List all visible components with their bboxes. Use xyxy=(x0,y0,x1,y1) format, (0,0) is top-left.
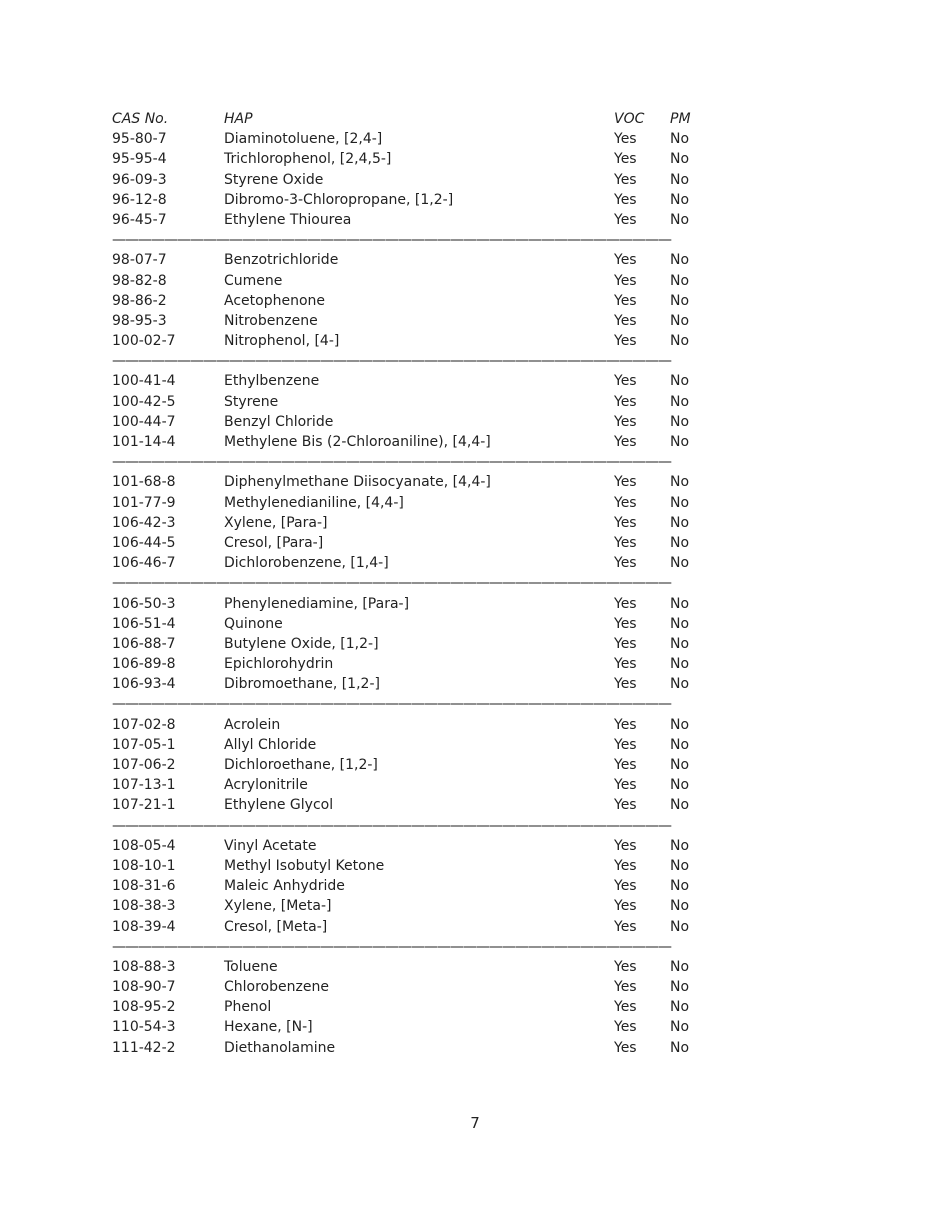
cell-voc: Yes xyxy=(614,736,637,753)
cell-pm: No xyxy=(670,777,690,794)
cell-cas: 106-89-8 xyxy=(112,656,176,673)
table-body xyxy=(112,129,732,1058)
cell-cas: 100-41-4 xyxy=(112,373,176,390)
table-row xyxy=(112,735,732,755)
cell-hap: Chlorobenzene xyxy=(224,979,329,996)
cell-cas: 96-45-7 xyxy=(112,211,167,228)
cell-hap: Methyl Isobutyl Ketone xyxy=(224,857,385,874)
cell-pm: No xyxy=(670,191,690,208)
cell-cas: 107-21-1 xyxy=(112,797,176,814)
table-row xyxy=(112,715,732,735)
table-row xyxy=(112,190,732,210)
cell-cas: 98-07-7 xyxy=(112,252,167,269)
cell-cas: 106-46-7 xyxy=(112,555,176,572)
group-separator: ——————————————————————————————————————————— xyxy=(112,696,671,713)
table-row xyxy=(112,755,732,775)
table-row xyxy=(112,412,732,432)
cell-voc: Yes xyxy=(614,312,637,329)
table-row xyxy=(112,250,732,270)
table-row xyxy=(112,311,732,331)
cell-voc: Yes xyxy=(614,1019,637,1036)
cell-hap: Methylenedianiline, [4,4-] xyxy=(224,494,404,511)
cell-pm: No xyxy=(670,292,690,309)
cell-pm: No xyxy=(670,797,690,814)
cell-hap: Butylene Oxide, [1,2-] xyxy=(224,635,379,652)
cell-hap: Hexane, [N-] xyxy=(224,1019,313,1036)
cell-voc: Yes xyxy=(614,514,637,531)
cell-cas: 95-80-7 xyxy=(112,131,167,148)
cell-cas: 106-42-3 xyxy=(112,514,176,531)
table-row xyxy=(112,977,732,997)
cell-hap: Ethylbenzene xyxy=(224,373,320,390)
cell-voc: Yes xyxy=(614,716,637,733)
table-row xyxy=(112,553,732,573)
cell-pm: No xyxy=(670,393,690,410)
table-row xyxy=(112,170,732,190)
cell-voc: Yes xyxy=(614,595,637,612)
cell-hap: Maleic Anhydride xyxy=(224,878,345,895)
table-row xyxy=(112,896,732,916)
cell-hap: Diphenylmethane Diisocyanate, [4,4-] xyxy=(224,474,491,491)
cell-pm: No xyxy=(670,1019,690,1036)
cell-hap: Toluene xyxy=(224,958,278,975)
cell-cas: 98-86-2 xyxy=(112,292,167,309)
table-row xyxy=(112,432,732,452)
cell-cas: 108-10-1 xyxy=(112,857,176,874)
cell-pm: No xyxy=(670,514,690,531)
cell-pm: No xyxy=(670,656,690,673)
group-separator: ——————————————————————————————————————————— xyxy=(112,817,671,834)
cell-pm: No xyxy=(670,272,690,289)
cell-hap: Xylene, [Meta-] xyxy=(224,898,332,915)
table-row xyxy=(112,775,732,795)
page-number: 7 xyxy=(470,1114,480,1132)
header-cas: CAS No. xyxy=(112,111,169,127)
group-separator: ——————————————————————————————————————————— xyxy=(112,938,671,955)
cell-pm: No xyxy=(670,837,690,854)
table-row xyxy=(112,513,732,533)
cell-pm: No xyxy=(670,171,690,188)
cell-cas: 110-54-3 xyxy=(112,1019,176,1036)
cell-voc: Yes xyxy=(614,252,637,269)
cell-cas: 111-42-2 xyxy=(112,1039,176,1056)
cell-hap: Diethanolamine xyxy=(224,1039,336,1056)
cell-hap: Epichlorohydrin xyxy=(224,656,334,673)
cell-hap: Ethylene Thiourea xyxy=(224,211,352,228)
table-row xyxy=(112,371,732,391)
cell-cas: 101-14-4 xyxy=(112,434,176,450)
cell-hap: Phenylenediamine, [Para-] xyxy=(224,595,410,612)
cell-pm: No xyxy=(670,918,690,935)
cell-hap: Dibromo-3-Chloropropane, [1,2-] xyxy=(224,191,454,208)
cell-hap: Xylene, [Para-] xyxy=(224,514,328,531)
cell-voc: Yes xyxy=(614,635,637,652)
cell-cas: 108-31-6 xyxy=(112,878,176,895)
cell-cas: 106-44-5 xyxy=(112,534,176,551)
cell-cas: 96-12-8 xyxy=(112,191,167,208)
cell-pm: No xyxy=(670,999,690,1016)
cell-voc: Yes xyxy=(614,615,637,632)
cell-voc: Yes xyxy=(614,151,637,168)
cell-hap: Methylene Bis (2-Chloroaniline), [4,4-] xyxy=(224,434,491,450)
cell-voc: Yes xyxy=(614,999,637,1016)
cell-cas: 107-06-2 xyxy=(112,757,176,773)
table-row xyxy=(112,533,732,553)
cell-pm: No xyxy=(670,494,690,511)
cell-voc: Yes xyxy=(614,373,637,390)
cell-hap: Nitrobenzene xyxy=(224,312,318,329)
cell-pm: No xyxy=(670,555,690,572)
cell-hap: Benzotrichloride xyxy=(224,252,339,269)
cell-pm: No xyxy=(670,595,690,612)
cell-pm: No xyxy=(670,736,690,753)
cell-voc: Yes xyxy=(614,857,637,874)
cell-voc: Yes xyxy=(614,272,637,289)
cell-cas: 100-44-7 xyxy=(112,413,176,430)
cell-pm: No xyxy=(670,211,690,228)
cell-voc: Yes xyxy=(614,676,637,693)
cell-pm: No xyxy=(670,716,690,733)
cell-voc: Yes xyxy=(614,898,637,915)
header-pm: PM xyxy=(670,111,691,127)
cell-hap: Cresol, [Para-] xyxy=(224,534,324,551)
table-header xyxy=(112,109,732,129)
header-hap: HAP xyxy=(224,111,253,127)
cell-cas: 106-51-4 xyxy=(112,615,176,632)
table-row xyxy=(112,795,732,815)
cell-pm: No xyxy=(670,474,690,491)
cell-voc: Yes xyxy=(614,292,637,309)
cell-pm: No xyxy=(670,534,690,551)
cell-pm: No xyxy=(670,958,690,975)
cell-cas: 100-02-7 xyxy=(112,333,176,350)
cell-voc: Yes xyxy=(614,757,637,773)
cell-pm: No xyxy=(670,333,690,350)
cell-hap: Cresol, [Meta-] xyxy=(224,918,328,935)
cell-cas: 108-88-3 xyxy=(112,958,176,975)
cell-voc: Yes xyxy=(614,534,637,551)
cell-pm: No xyxy=(670,312,690,329)
table-row xyxy=(112,997,732,1017)
cell-hap: Acrolein xyxy=(224,716,281,733)
cell-cas: 106-50-3 xyxy=(112,595,176,612)
cell-cas: 96-09-3 xyxy=(112,171,167,188)
cell-cas: 106-93-4 xyxy=(112,676,176,693)
cell-pm: No xyxy=(670,757,690,773)
cell-voc: Yes xyxy=(614,837,637,854)
cell-cas: 108-90-7 xyxy=(112,979,176,996)
cell-voc: Yes xyxy=(614,333,637,350)
cell-pm: No xyxy=(670,979,690,996)
table-row xyxy=(112,634,732,654)
cell-pm: No xyxy=(670,615,690,632)
table-row xyxy=(112,1017,732,1037)
cell-cas: 101-77-9 xyxy=(112,494,176,511)
cell-voc: Yes xyxy=(614,434,637,450)
table-row xyxy=(112,210,732,230)
cell-hap: Phenol xyxy=(224,999,272,1016)
table-row xyxy=(112,674,732,694)
group-separator: ——————————————————————————————————————————— xyxy=(112,232,671,249)
cell-hap: Acrylonitrile xyxy=(224,777,308,794)
cell-hap: Vinyl Acetate xyxy=(224,837,317,854)
cell-cas: 107-13-1 xyxy=(112,777,176,794)
cell-hap: Dibromoethane, [1,2-] xyxy=(224,676,380,693)
cell-pm: No xyxy=(670,1039,690,1056)
table-row xyxy=(112,149,732,169)
table-row xyxy=(112,472,732,492)
cell-pm: No xyxy=(670,857,690,874)
table-row xyxy=(112,654,732,674)
table-row xyxy=(112,1038,732,1058)
cell-voc: Yes xyxy=(614,918,637,935)
cell-cas: 95-95-4 xyxy=(112,151,167,168)
group-separator: ——————————————————————————————————————————— xyxy=(112,353,671,370)
table-row xyxy=(112,836,732,856)
cell-pm: No xyxy=(670,878,690,895)
cell-voc: Yes xyxy=(614,494,637,511)
cell-voc: Yes xyxy=(614,797,637,814)
cell-hap: Dichlorobenzene, [1,4-] xyxy=(224,555,389,572)
cell-cas: 108-38-3 xyxy=(112,898,176,915)
group-separator: ——————————————————————————————————————————— xyxy=(112,454,671,471)
cell-voc: Yes xyxy=(614,393,637,410)
cell-hap: Styrene xyxy=(224,393,279,410)
table-row xyxy=(112,493,732,513)
cell-voc: Yes xyxy=(614,979,637,996)
table-row xyxy=(112,957,732,977)
table-row xyxy=(112,856,732,876)
cell-voc: Yes xyxy=(614,211,637,228)
table-row xyxy=(112,594,732,614)
cell-voc: Yes xyxy=(614,878,637,895)
cell-cas: 101-68-8 xyxy=(112,474,176,491)
cell-cas: 98-95-3 xyxy=(112,312,167,329)
cell-cas: 100-42-5 xyxy=(112,393,176,410)
cell-cas: 98-82-8 xyxy=(112,272,167,289)
cell-voc: Yes xyxy=(614,656,637,673)
header-voc: VOC xyxy=(614,111,645,127)
cell-voc: Yes xyxy=(614,131,637,148)
cell-pm: No xyxy=(670,151,690,168)
cell-hap: Quinone xyxy=(224,615,283,632)
cell-voc: Yes xyxy=(614,191,637,208)
cell-cas: 108-95-2 xyxy=(112,999,176,1016)
table-row xyxy=(112,271,732,291)
cell-cas: 108-39-4 xyxy=(112,918,176,935)
cell-hap: Nitrophenol, [4-] xyxy=(224,333,340,350)
cell-voc: Yes xyxy=(614,777,637,794)
cell-hap: Dichloroethane, [1,2-] xyxy=(224,757,378,773)
cell-pm: No xyxy=(670,131,690,148)
cell-voc: Yes xyxy=(614,171,637,188)
table-row xyxy=(112,876,732,896)
table-row xyxy=(112,129,732,149)
cell-voc: Yes xyxy=(614,555,637,572)
hap-table xyxy=(112,109,732,1058)
cell-pm: No xyxy=(670,413,690,430)
cell-hap: Acetophenone xyxy=(224,292,325,309)
table-row xyxy=(112,291,732,311)
cell-pm: No xyxy=(670,373,690,390)
cell-voc: Yes xyxy=(614,413,637,430)
cell-cas: 106-88-7 xyxy=(112,635,176,652)
table-row xyxy=(112,917,732,937)
cell-voc: Yes xyxy=(614,474,637,491)
cell-hap: Diaminotoluene, [2,4-] xyxy=(224,131,383,148)
cell-pm: No xyxy=(670,635,690,652)
cell-pm: No xyxy=(670,898,690,915)
cell-pm: No xyxy=(670,434,690,450)
table-row xyxy=(112,614,732,634)
cell-hap: Ethylene Glycol xyxy=(224,797,334,814)
cell-cas: 107-02-8 xyxy=(112,716,176,733)
cell-hap: Cumene xyxy=(224,272,283,289)
cell-pm: No xyxy=(670,252,690,269)
cell-pm: No xyxy=(670,676,690,693)
group-separator: ——————————————————————————————————————————— xyxy=(112,575,671,592)
cell-voc: Yes xyxy=(614,1039,637,1056)
cell-cas: 107-05-1 xyxy=(112,736,176,753)
cell-hap: Allyl Chloride xyxy=(224,736,317,753)
cell-cas: 108-05-4 xyxy=(112,837,176,854)
cell-hap: Trichlorophenol, [2,4,5-] xyxy=(224,151,392,168)
cell-hap: Benzyl Chloride xyxy=(224,413,334,430)
table-row xyxy=(112,331,732,351)
cell-voc: Yes xyxy=(614,958,637,975)
cell-hap: Styrene Oxide xyxy=(224,171,324,188)
table-row xyxy=(112,392,732,412)
